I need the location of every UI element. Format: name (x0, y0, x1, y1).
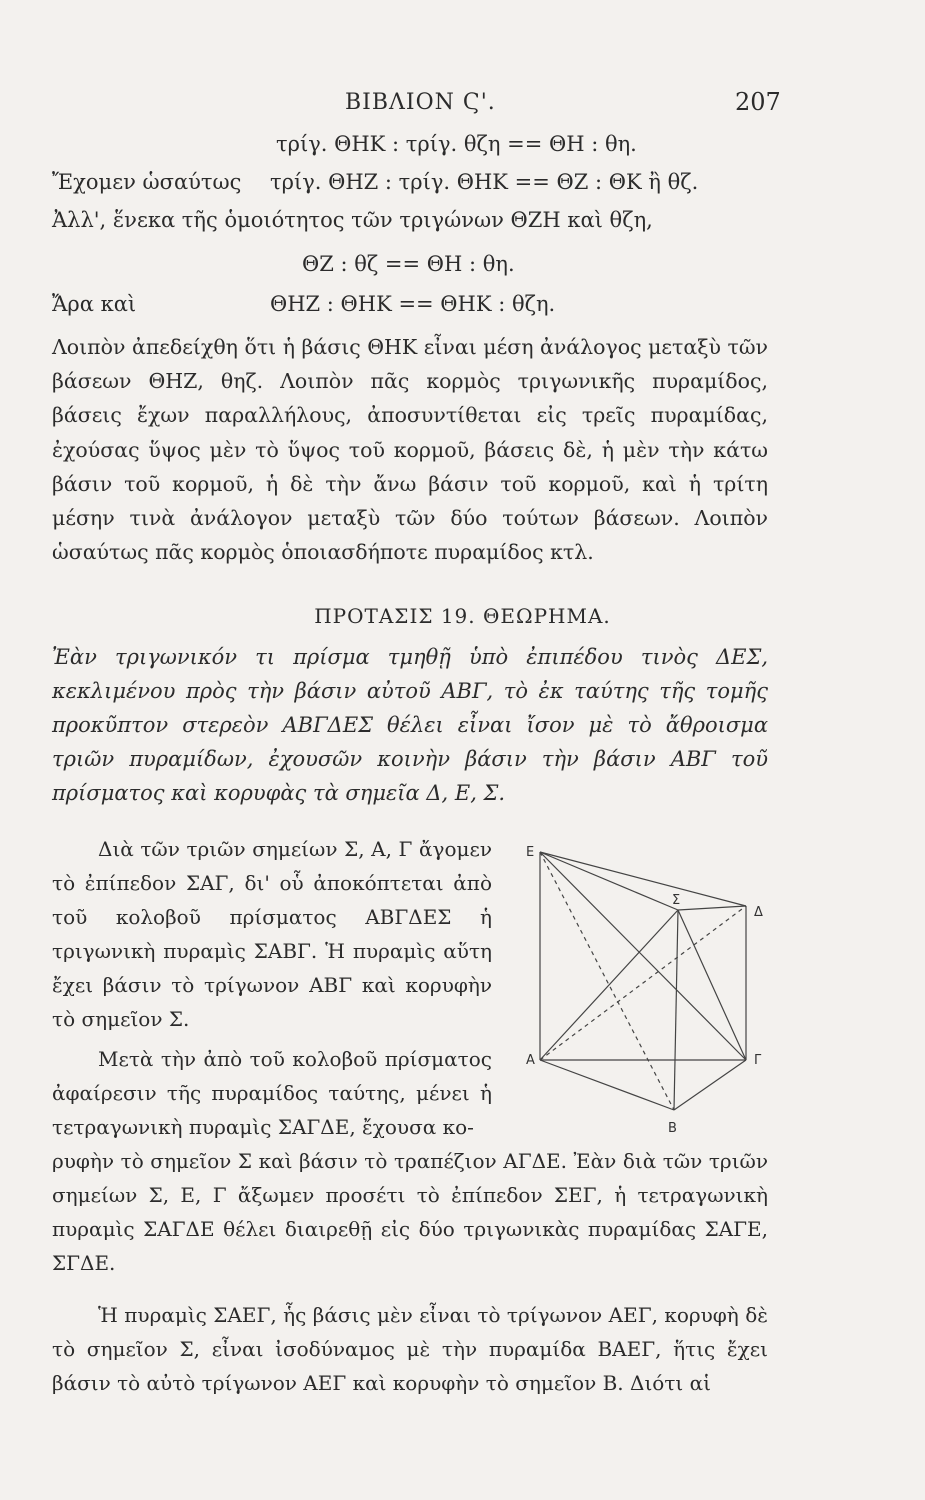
label-D: Δ (754, 905, 763, 920)
chapter-title: ΒΙΒΛΙΟΝ Ϛ'. (345, 90, 496, 115)
edge-S-D (678, 906, 746, 910)
equation-text: ΘΗΖ : ΘΗΚ == ΘΗΚ : θζη. (270, 292, 556, 316)
paragraph-remainder-end: ρυφὴν τὸ σημεῖον Σ καὶ βάσιν τὸ τραπέζιον ΑΓΔΕ. Ἐὰν διὰ τῶν τριῶν σημείων Σ, Ε, Γ ἄξωμεν προσέτι τὸ ἐπίπεδον ΣΕΓ, ἡ τετραγωνικὴ πυραμὶς ΣΑΓΔΕ θέλει διαιρεθῇ εἰς δύο τριγωνικὰς πυραμίδας ΣΑΓΕ, ΣΓΔΕ. (52, 1149, 768, 1275)
paragraph-remainder-start: Μετὰ τὴν ἀπὸ τοῦ κολοβοῦ πρίσματος ἀφαίρεσιν τῆς πυραμίδος ταύτης, μένει ἡ τετραγωνικὴ πυραμὶς ΣΑΓΔΕ, ἔχουσα κο- (52, 1047, 492, 1139)
running-header (0, 84, 925, 124)
proposition-heading: ΠΡΟΤΑΣΙΣ 19. ΘΕΩΡΗΜΑ. (314, 604, 611, 628)
paragraph-equivalence: Ἡ πυραμὶς ΣΑΕΓ, ἧς βάσις μὲν εἶναι τὸ τρίγωνον ΑΕΓ, κορυφὴ δὲ τὸ σημεῖον Σ, εἶναι ἰσοδύναμος μὲ τὴν πυραμίδα ΒΑΕΓ, ἥτις ἔχει βάσιν τὸ αὐτὸ τρίγωνον ΑΕΓ καὶ κορυφὴν τὸ σημεῖον Β. Διότι αἱ (52, 1303, 768, 1395)
edge-E-S (540, 852, 681, 910)
proposition-statement: Ἐὰν τριγωνικόν τι πρίσμα τμηθῇ ὑπὸ ἐπιπέδου τινὸς ΔΕΣ, κεκλιμένου πρὸς τὴν βάσιν αὐτοῦ ΑΒΓ, τὸ ἐκ ταύτης τῆς τομῆς προκῦπτον στερεὸν ΑΒΓΔΕΣ θέλει εἶναι ἴσον μὲ τὸ ἄθροισμα τριῶν πυραμίδων, ἐχουσῶν κοινὴν βάσιν τὴν βάσιν ΑΒΓ τοῦ πρίσματος καὶ κορυφὰς τὰ σημεῖα Δ, Ε, Σ. (52, 645, 768, 805)
paragraph-construction: Διὰ τῶν τριῶν σημείων Σ, Α, Γ ἄγομεν τὸ ἐπίπεδον ΣΑΓ, δι' οὗ ἀποκόπτεται ἀπὸ τοῦ κολοβοῦ πρίσματος ΑΒΓΔΕΣ ἡ τριγωνικὴ πυραμὶς ΣΑΒΓ. Ἡ πυραμὶς αὕτη ἔχει βάσιν τὸ τρίγωνον ΑΒΓ καὶ κορυφὴν τὸ σημεῖον Σ. (52, 837, 492, 1031)
equation-line-4 (302, 252, 515, 276)
equation-line-2 (52, 170, 772, 194)
edge-S-B (674, 910, 678, 1110)
edge-S-G (678, 910, 746, 1060)
equation-line-5 (52, 292, 772, 316)
edge-E-G (540, 852, 746, 1060)
label-E: E (526, 845, 535, 860)
equation-line-3 (52, 208, 653, 232)
label-A: Α (526, 1053, 535, 1068)
equation-lead: Ἄρα καὶ (52, 292, 137, 316)
label-B: Β (668, 1121, 677, 1136)
equation-text: ΘΖ : θζ == ΘΗ : θη. (302, 252, 515, 276)
equation-lead: Ἔχομεν ὡσαύτως (52, 170, 242, 194)
page-number: 207 (735, 88, 781, 116)
label-G: Γ (754, 1053, 762, 1068)
prism-figure (522, 838, 782, 1138)
edge-A-D (540, 906, 746, 1060)
paragraph-conclusion: Λοιπὸν ἀπεδείχθη ὅτι ἡ βάσις ΘΗΚ εἶναι μέση ἀνάλογος μεταξὺ τῶν βάσεων ΘΗΖ, θηζ. Λοιπὸν πᾶς κορμὸς τριγωνικῆς πυραμίδος, βάσεις ἔχων παραλλήλους, ἀποσυντίθεται εἰς τρεῖς πυραμίδας, ἐχούσας ὕψος μὲν τὸ ὕψος τοῦ κορμοῦ, βάσεις δὲ, ἡ μὲν τὴν κάτω βάσιν τοῦ κορμοῦ, ἡ δὲ τὴν ἄνω βάσιν τοῦ κορμοῦ, καὶ ἡ τρίτη μέσην τινὰ ἀνάλογον μεταξὺ τῶν δύο τούτων βάσεων. Λοιπὸν ὡσαύτως πᾶς κορμὸς ὁποιασδήποτε πυραμίδος κτλ. (52, 335, 768, 565)
label-S: Σ (672, 893, 681, 908)
equation-text: τρίγ. ΘΗΚ : τρίγ. θζη == ΘΗ : θη. (276, 132, 637, 156)
edge-B-G (674, 1060, 746, 1110)
edge-A-S (540, 910, 678, 1060)
prism-diagram (522, 838, 782, 1138)
edge-E-B (540, 852, 674, 1110)
edge-A-B (540, 1060, 674, 1110)
equation-text: τρίγ. ΘΗΖ : τρίγ. ΘΗΚ == ΘΖ : ΘΚ ἢ θζ. (270, 170, 699, 194)
equation-line-1 (276, 132, 637, 156)
edge-E-D (540, 852, 746, 906)
equation-text: Ἀλλ', ἕνεκα τῆς ὁμοιότητος τῶν τριγώνων ΘΖΗ καὶ θζη, (52, 208, 653, 232)
